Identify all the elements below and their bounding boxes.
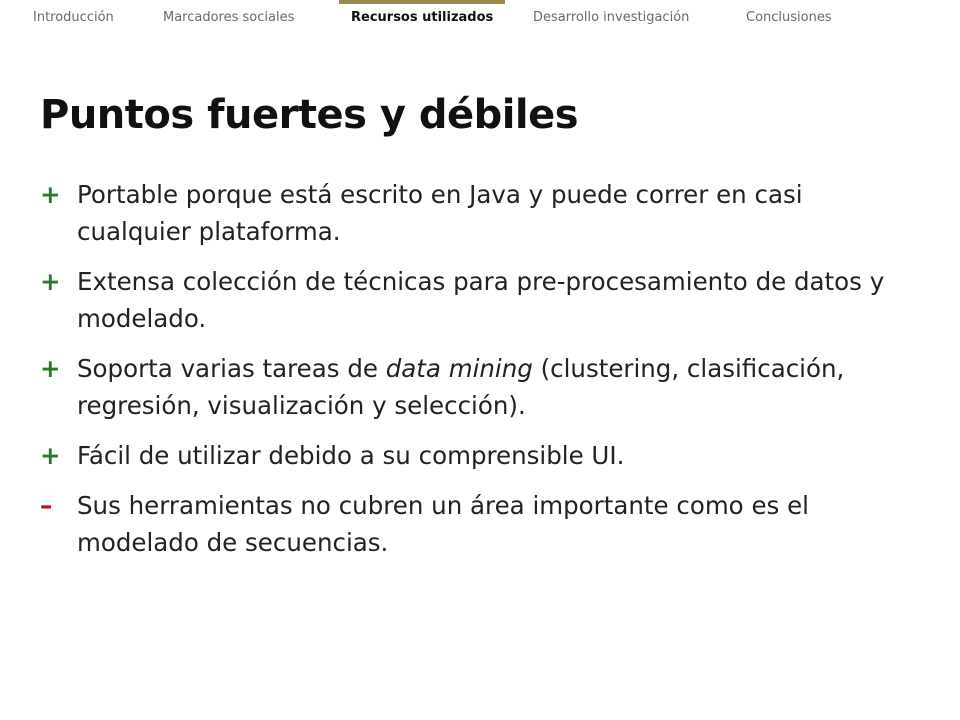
nav-tab-recursos-utilizados[interactable] [351, 0, 493, 30]
slide-title: Puntos fuertes y débiles [40, 92, 579, 138]
plus-marker: + [40, 180, 61, 209]
bullet-item-strength [40, 263, 920, 337]
bullet-item-strength [40, 350, 920, 424]
bullet-text-part: Soporta varias tareas de [77, 354, 386, 383]
bullet-list [40, 176, 920, 574]
active-tab-indicator [339, 0, 505, 4]
nav-tab-label: Conclusiones [746, 10, 832, 25]
section-nav [0, 0, 960, 30]
bullet-text: Portable porque está escrito en Java y puede correr en casi cualquier plataforma. [77, 180, 803, 246]
bullet-text-part: (clustering, clasificación, regresión, visualización y selección). [77, 354, 845, 420]
emphasized-term: data mining [385, 354, 533, 383]
bullet-text: Fácil de utilizar debido a su comprensible UI. [77, 441, 625, 470]
bullet-item-strength [40, 437, 920, 474]
nav-tab-label: Recursos utilizados [351, 10, 494, 25]
nav-tab-label: Marcadores sociales [163, 10, 295, 25]
nav-tab-marcadores-sociales[interactable] [163, 0, 294, 30]
nav-tab-label: Desarrollo investigación [533, 10, 690, 25]
nav-tab-label: Introducción [33, 10, 114, 25]
plus-marker: + [40, 267, 61, 296]
bullet-text [77, 354, 844, 420]
bullet-text: Sus herramientas no cubren un área importante como es el modelado de secuencias. [77, 491, 809, 557]
nav-tab-conclusiones[interactable] [746, 0, 832, 30]
plus-marker: + [40, 441, 61, 470]
nav-tab-desarrollo-investigacion[interactable] [533, 0, 689, 30]
minus-marker: – [40, 491, 53, 520]
bullet-item-weakness [40, 487, 920, 561]
nav-tab-introduccion[interactable] [33, 0, 114, 30]
plus-marker: + [40, 354, 61, 383]
bullet-item-strength [40, 176, 920, 250]
bullet-text: Extensa colección de técnicas para pre-procesamiento de datos y modelado. [77, 267, 885, 333]
